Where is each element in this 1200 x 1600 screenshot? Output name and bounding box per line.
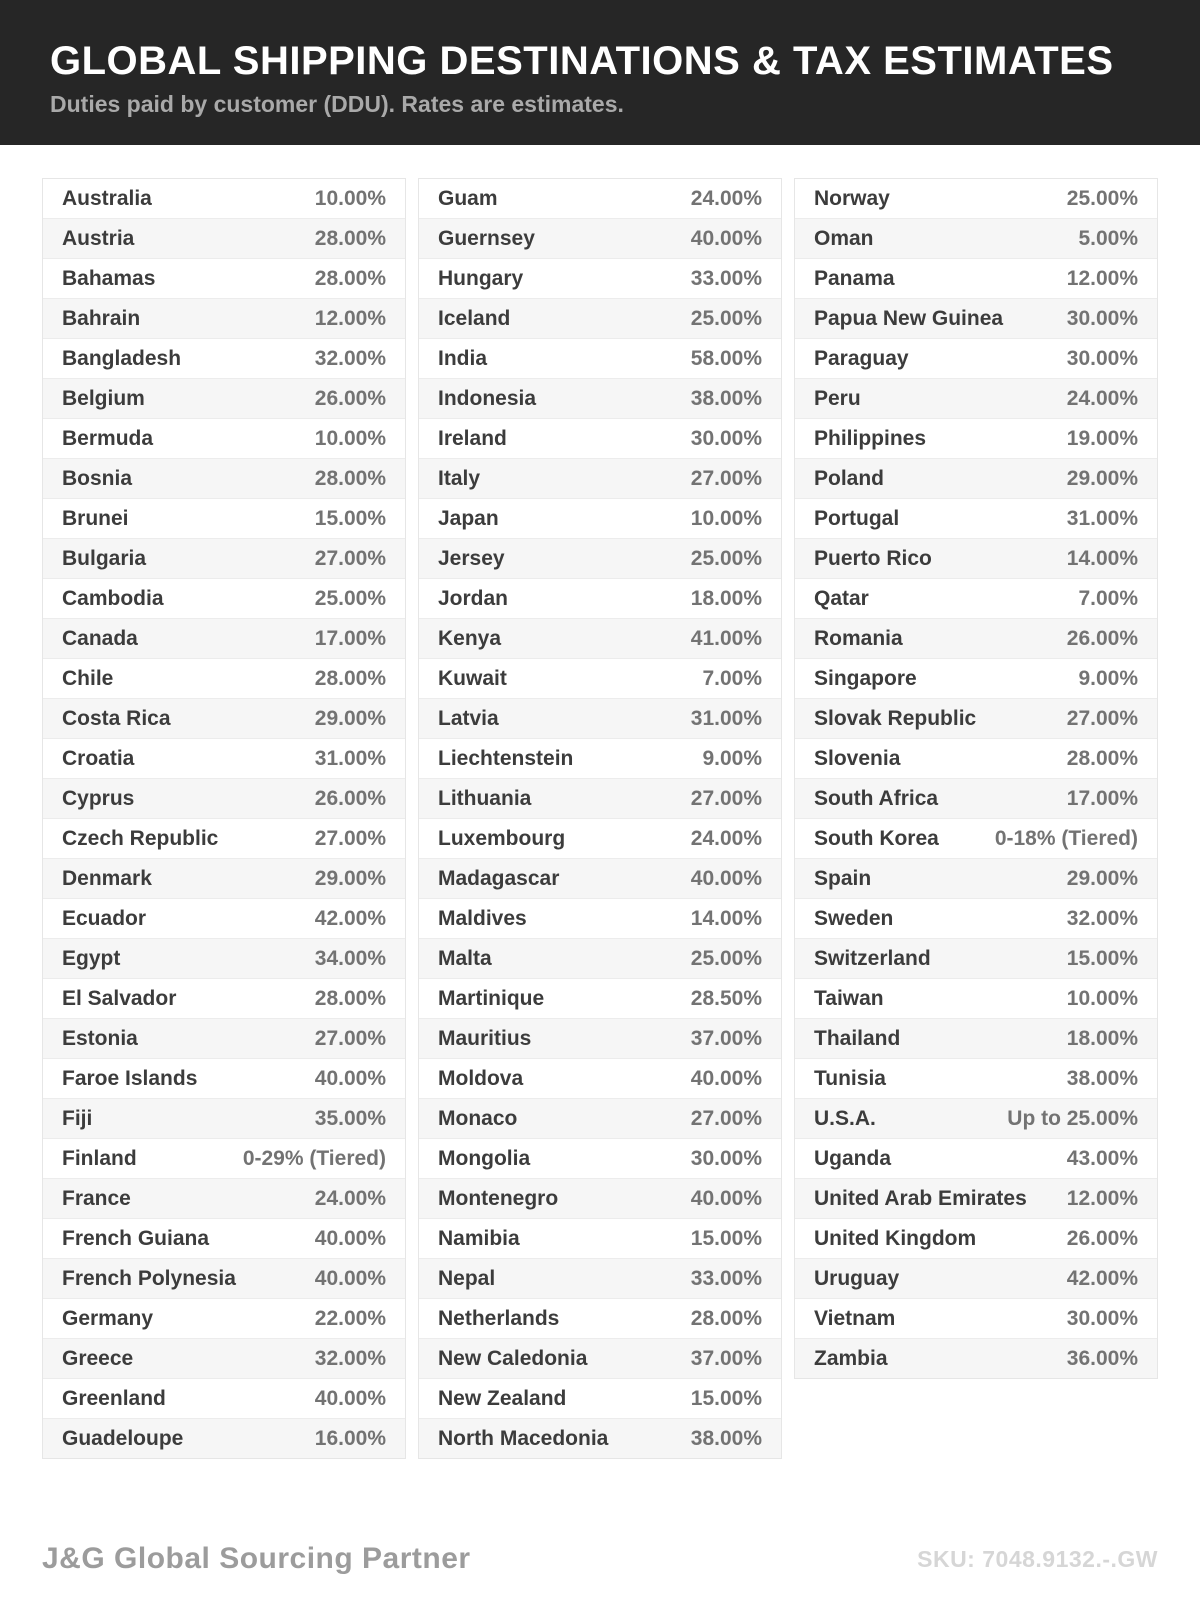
rate-value: 28.00% bbox=[1066, 746, 1138, 770]
table-row bbox=[795, 978, 1157, 1018]
rate-value: 33.00% bbox=[690, 1266, 762, 1290]
table-row bbox=[795, 1018, 1157, 1058]
country-name: Spain bbox=[814, 866, 872, 890]
country-name: Kenya bbox=[438, 626, 502, 650]
rate-value: 28.00% bbox=[314, 466, 386, 490]
table-row bbox=[43, 458, 405, 498]
country-name: Iceland bbox=[438, 306, 511, 330]
table-row bbox=[419, 578, 781, 618]
rate-value: 15.00% bbox=[1066, 946, 1138, 970]
country-name: Guernsey bbox=[438, 226, 535, 250]
country-name: New Zealand bbox=[438, 1386, 567, 1410]
table-row bbox=[419, 818, 781, 858]
rate-value: 30.00% bbox=[1066, 1306, 1138, 1330]
table-row bbox=[419, 738, 781, 778]
table-row bbox=[43, 218, 405, 258]
country-name: New Caledonia bbox=[438, 1346, 588, 1370]
country-name: Nepal bbox=[438, 1266, 496, 1290]
country-name: Costa Rica bbox=[62, 706, 171, 730]
table-row bbox=[795, 938, 1157, 978]
country-name: Australia bbox=[62, 186, 152, 210]
rate-value: 26.00% bbox=[1066, 1226, 1138, 1250]
country-name: Jersey bbox=[438, 546, 505, 570]
table-row bbox=[795, 179, 1157, 218]
page-title: GLOBAL SHIPPING DESTINATIONS & TAX ESTIMATES bbox=[50, 39, 1114, 83]
country-name: Zambia bbox=[814, 1346, 888, 1370]
rate-value: 40.00% bbox=[314, 1266, 386, 1290]
rate-value: 27.00% bbox=[314, 1026, 386, 1050]
rate-value: 38.00% bbox=[1066, 1066, 1138, 1090]
table-row bbox=[43, 778, 405, 818]
table-row bbox=[43, 1258, 405, 1298]
country-name: United Arab Emirates bbox=[814, 1186, 1027, 1210]
rate-value: 30.00% bbox=[1066, 306, 1138, 330]
country-name: Sweden bbox=[814, 906, 894, 930]
rate-value: 31.00% bbox=[314, 746, 386, 770]
rate-value: 25.00% bbox=[690, 546, 762, 570]
rate-value: 27.00% bbox=[690, 786, 762, 810]
country-name: Norway bbox=[814, 186, 890, 210]
rate-value: 24.00% bbox=[1066, 386, 1138, 410]
country-name: Greenland bbox=[62, 1386, 166, 1410]
country-name: Ecuador bbox=[62, 906, 147, 930]
rate-value: 29.00% bbox=[1066, 866, 1138, 890]
footer bbox=[42, 1542, 1158, 1576]
table-row bbox=[43, 618, 405, 658]
rate-value: 27.00% bbox=[1066, 706, 1138, 730]
table-row bbox=[43, 898, 405, 938]
table-row bbox=[419, 1378, 781, 1418]
country-name: Japan bbox=[438, 506, 499, 530]
table-row bbox=[419, 1258, 781, 1298]
rate-value: 14.00% bbox=[690, 906, 762, 930]
table-row bbox=[795, 218, 1157, 258]
table-row bbox=[795, 898, 1157, 938]
rate-value: 29.00% bbox=[314, 866, 386, 890]
rate-value: 38.00% bbox=[690, 386, 762, 410]
table-row bbox=[795, 578, 1157, 618]
rate-value: 25.00% bbox=[314, 586, 386, 610]
country-name: Finland bbox=[62, 1146, 137, 1170]
table-row bbox=[795, 858, 1157, 898]
rate-value: 40.00% bbox=[314, 1066, 386, 1090]
table-row bbox=[795, 778, 1157, 818]
rate-value: 12.00% bbox=[314, 306, 386, 330]
table-row bbox=[43, 658, 405, 698]
table-row bbox=[419, 1178, 781, 1218]
country-name: Switzerland bbox=[814, 946, 931, 970]
rate-value: 34.00% bbox=[314, 946, 386, 970]
country-name: Bahamas bbox=[62, 266, 156, 290]
country-name: Thailand bbox=[814, 1026, 901, 1050]
rate-value: 25.00% bbox=[690, 306, 762, 330]
table-row bbox=[419, 498, 781, 538]
rate-value: 42.00% bbox=[314, 906, 386, 930]
rate-value: 24.00% bbox=[314, 1186, 386, 1210]
rate-value: 25.00% bbox=[690, 946, 762, 970]
table-row bbox=[795, 1338, 1157, 1378]
country-name: Jordan bbox=[438, 586, 509, 610]
country-name: Philippines bbox=[814, 426, 927, 450]
table-row bbox=[43, 1378, 405, 1418]
rate-value: 15.00% bbox=[690, 1226, 762, 1250]
rate-value: 40.00% bbox=[314, 1226, 386, 1250]
rate-value: 27.00% bbox=[314, 826, 386, 850]
country-name: Canada bbox=[62, 626, 138, 650]
table-row bbox=[795, 418, 1157, 458]
table-row bbox=[795, 1098, 1157, 1138]
table-row bbox=[43, 978, 405, 1018]
country-name: Latvia bbox=[438, 706, 499, 730]
table-row bbox=[795, 378, 1157, 418]
table-row bbox=[43, 1018, 405, 1058]
table-row bbox=[795, 698, 1157, 738]
country-name: Bermuda bbox=[62, 426, 154, 450]
rate-value: 10.00% bbox=[314, 426, 386, 450]
rate-value: 24.00% bbox=[690, 826, 762, 850]
country-name: Brunei bbox=[62, 506, 129, 530]
rate-value: 32.00% bbox=[314, 346, 386, 370]
rate-value: 28.00% bbox=[314, 666, 386, 690]
country-name: Bulgaria bbox=[62, 546, 147, 570]
country-name: Singapore bbox=[814, 666, 917, 690]
table-row bbox=[419, 1018, 781, 1058]
country-name: Mauritius bbox=[438, 1026, 532, 1050]
table-row bbox=[419, 778, 781, 818]
table-row bbox=[419, 898, 781, 938]
table-row bbox=[419, 618, 781, 658]
rate-value: 10.00% bbox=[314, 186, 386, 210]
country-name: Estonia bbox=[62, 1026, 138, 1050]
table-row bbox=[795, 258, 1157, 298]
table-row bbox=[43, 1218, 405, 1258]
country-name: Puerto Rico bbox=[814, 546, 932, 570]
country-name: India bbox=[438, 346, 488, 370]
table-column-3 bbox=[794, 178, 1158, 1379]
country-name: Germany bbox=[62, 1306, 154, 1330]
rate-value: 22.00% bbox=[314, 1306, 386, 1330]
rate-value: 42.00% bbox=[1066, 1266, 1138, 1290]
country-name: Vietnam bbox=[814, 1306, 896, 1330]
rate-value: 40.00% bbox=[690, 866, 762, 890]
country-name: Papua New Guinea bbox=[814, 306, 1004, 330]
rate-value: 19.00% bbox=[1066, 426, 1138, 450]
country-name: South Korea bbox=[814, 826, 939, 850]
country-name: Egypt bbox=[62, 946, 121, 970]
table-row bbox=[419, 418, 781, 458]
table-row bbox=[43, 258, 405, 298]
country-name: Martinique bbox=[438, 986, 545, 1010]
country-name: Lithuania bbox=[438, 786, 532, 810]
country-name: North Macedonia bbox=[438, 1426, 609, 1450]
table-row bbox=[419, 858, 781, 898]
rate-value: 9.00% bbox=[1078, 666, 1138, 690]
table-row bbox=[795, 1178, 1157, 1218]
rate-value: 30.00% bbox=[1066, 346, 1138, 370]
tax-rates-table bbox=[42, 178, 1158, 1459]
table-row bbox=[419, 179, 781, 218]
country-name: Mongolia bbox=[438, 1146, 531, 1170]
table-row bbox=[419, 1218, 781, 1258]
rate-value: 18.00% bbox=[1066, 1026, 1138, 1050]
table-row bbox=[795, 1058, 1157, 1098]
country-name: French Polynesia bbox=[62, 1266, 236, 1290]
table-row bbox=[43, 738, 405, 778]
rate-value: 0-18% (Tiered) bbox=[994, 826, 1138, 850]
country-name: Indonesia bbox=[438, 386, 537, 410]
country-name: Chile bbox=[62, 666, 114, 690]
table-row bbox=[419, 298, 781, 338]
country-name: Uganda bbox=[814, 1146, 892, 1170]
table-row bbox=[43, 378, 405, 418]
table-row bbox=[795, 1138, 1157, 1178]
table-row bbox=[795, 338, 1157, 378]
rate-value: 37.00% bbox=[690, 1346, 762, 1370]
rate-value: 43.00% bbox=[1066, 1146, 1138, 1170]
country-name: Greece bbox=[62, 1346, 134, 1370]
table-row bbox=[419, 338, 781, 378]
rate-value: 27.00% bbox=[690, 1106, 762, 1130]
country-name: Hungary bbox=[438, 266, 524, 290]
rate-value: 30.00% bbox=[690, 426, 762, 450]
table-row bbox=[43, 1138, 405, 1178]
table-row bbox=[795, 1258, 1157, 1298]
rate-value: 28.50% bbox=[690, 986, 762, 1010]
table-row bbox=[43, 498, 405, 538]
table-row bbox=[43, 698, 405, 738]
table-row bbox=[795, 538, 1157, 578]
rate-value: 38.00% bbox=[690, 1426, 762, 1450]
table-row bbox=[419, 218, 781, 258]
table-row bbox=[795, 1218, 1157, 1258]
country-name: U.S.A. bbox=[814, 1106, 876, 1130]
rate-value: 5.00% bbox=[1078, 226, 1138, 250]
rate-value: 15.00% bbox=[690, 1386, 762, 1410]
rate-value: 0-29% (Tiered) bbox=[242, 1146, 386, 1170]
table-row bbox=[419, 938, 781, 978]
table-row bbox=[43, 338, 405, 378]
table-row bbox=[795, 298, 1157, 338]
rate-value: 40.00% bbox=[314, 1386, 386, 1410]
country-name: Paraguay bbox=[814, 346, 909, 370]
rate-value: 9.00% bbox=[702, 746, 762, 770]
header-banner bbox=[0, 0, 1200, 145]
country-name: Qatar bbox=[814, 586, 869, 610]
rate-value: 10.00% bbox=[690, 506, 762, 530]
country-name: United Kingdom bbox=[814, 1226, 977, 1250]
country-name: Uruguay bbox=[814, 1266, 900, 1290]
brand-name: J&G Global Sourcing Partner bbox=[42, 1542, 471, 1575]
country-name: El Salvador bbox=[62, 986, 177, 1010]
country-name: Bahrain bbox=[62, 306, 141, 330]
country-name: Bangladesh bbox=[62, 346, 182, 370]
table-row bbox=[43, 1178, 405, 1218]
rate-value: 41.00% bbox=[690, 626, 762, 650]
rate-value: 40.00% bbox=[690, 1066, 762, 1090]
table-row bbox=[795, 818, 1157, 858]
sku-label: SKU: 7048.9132.-.GW bbox=[917, 1545, 1158, 1572]
country-name: France bbox=[62, 1186, 131, 1210]
country-name: Romania bbox=[814, 626, 903, 650]
country-name: Cambodia bbox=[62, 586, 164, 610]
country-name: Montenegro bbox=[438, 1186, 559, 1210]
rate-value: 29.00% bbox=[314, 706, 386, 730]
rate-value: 10.00% bbox=[1066, 986, 1138, 1010]
table-row bbox=[43, 1418, 405, 1458]
rate-value: 7.00% bbox=[702, 666, 762, 690]
country-name: Panama bbox=[814, 266, 895, 290]
table-row bbox=[43, 538, 405, 578]
country-name: Guadeloupe bbox=[62, 1426, 184, 1450]
rate-value: 28.00% bbox=[690, 1306, 762, 1330]
country-name: Guam bbox=[438, 186, 498, 210]
country-name: Peru bbox=[814, 386, 861, 410]
rate-value: 12.00% bbox=[1066, 266, 1138, 290]
rate-value: 36.00% bbox=[1066, 1346, 1138, 1370]
table-row bbox=[43, 938, 405, 978]
rate-value: 28.00% bbox=[314, 986, 386, 1010]
table-row bbox=[43, 1298, 405, 1338]
table-row bbox=[419, 1338, 781, 1378]
table-row bbox=[419, 1298, 781, 1338]
country-name: Oman bbox=[814, 226, 874, 250]
rate-value: 26.00% bbox=[1066, 626, 1138, 650]
rate-value: 31.00% bbox=[1066, 506, 1138, 530]
rate-value: 7.00% bbox=[1078, 586, 1138, 610]
table-row bbox=[419, 1098, 781, 1138]
table-row bbox=[795, 618, 1157, 658]
country-name: French Guiana bbox=[62, 1226, 210, 1250]
country-name: Ireland bbox=[438, 426, 507, 450]
rate-value: 26.00% bbox=[314, 786, 386, 810]
table-row bbox=[43, 578, 405, 618]
country-name: Austria bbox=[62, 226, 135, 250]
rate-value: 17.00% bbox=[1066, 786, 1138, 810]
country-name: Bosnia bbox=[62, 466, 133, 490]
rate-value: 27.00% bbox=[690, 466, 762, 490]
table-row bbox=[419, 458, 781, 498]
rate-value: 27.00% bbox=[314, 546, 386, 570]
country-name: Kuwait bbox=[438, 666, 507, 690]
table-row bbox=[795, 738, 1157, 778]
country-name: Belgium bbox=[62, 386, 145, 410]
table-row bbox=[43, 1338, 405, 1378]
table-row bbox=[43, 418, 405, 458]
rate-value: 15.00% bbox=[314, 506, 386, 530]
table-row bbox=[419, 1138, 781, 1178]
rate-value: 24.00% bbox=[690, 186, 762, 210]
rate-value: 40.00% bbox=[690, 1186, 762, 1210]
country-name: Moldova bbox=[438, 1066, 524, 1090]
rate-value: 58.00% bbox=[690, 346, 762, 370]
rate-value: 26.00% bbox=[314, 386, 386, 410]
country-name: Portugal bbox=[814, 506, 900, 530]
table-row bbox=[795, 458, 1157, 498]
table-row bbox=[795, 658, 1157, 698]
table-row bbox=[419, 258, 781, 298]
table-row bbox=[419, 538, 781, 578]
table-row bbox=[43, 858, 405, 898]
table-row bbox=[419, 698, 781, 738]
table-row bbox=[43, 1058, 405, 1098]
rate-value: 30.00% bbox=[690, 1146, 762, 1170]
rate-value: 28.00% bbox=[314, 266, 386, 290]
country-name: Fiji bbox=[62, 1106, 93, 1130]
country-name: Slovenia bbox=[814, 746, 901, 770]
rate-value: 40.00% bbox=[690, 226, 762, 250]
rate-value: 29.00% bbox=[1066, 466, 1138, 490]
rate-value: 28.00% bbox=[314, 226, 386, 250]
table-row bbox=[43, 298, 405, 338]
country-name: Slovak Republic bbox=[814, 706, 977, 730]
country-name: Namibia bbox=[438, 1226, 520, 1250]
page-subtitle: Duties paid by customer (DDU). Rates are estimates. bbox=[50, 91, 624, 117]
table-column-2 bbox=[418, 178, 782, 1459]
rate-value: 37.00% bbox=[690, 1026, 762, 1050]
country-name: Maldives bbox=[438, 906, 527, 930]
rate-value: 17.00% bbox=[314, 626, 386, 650]
country-name: Malta bbox=[438, 946, 492, 970]
country-name: Monaco bbox=[438, 1106, 518, 1130]
table-row bbox=[43, 179, 405, 218]
country-name: Cyprus bbox=[62, 786, 135, 810]
table-column-1 bbox=[42, 178, 406, 1459]
rate-value: 32.00% bbox=[314, 1346, 386, 1370]
table-row bbox=[43, 818, 405, 858]
country-name: Poland bbox=[814, 466, 885, 490]
table-row bbox=[419, 1058, 781, 1098]
country-name: Tunisia bbox=[814, 1066, 886, 1090]
country-name: Denmark bbox=[62, 866, 152, 890]
table-row bbox=[419, 1418, 781, 1458]
table-row bbox=[419, 378, 781, 418]
country-name: Czech Republic bbox=[62, 826, 219, 850]
rate-value: 25.00% bbox=[1066, 186, 1138, 210]
rate-value: 35.00% bbox=[314, 1106, 386, 1130]
country-name: South Africa bbox=[814, 786, 939, 810]
rate-value: 16.00% bbox=[314, 1426, 386, 1450]
country-name: Faroe Islands bbox=[62, 1066, 198, 1090]
rate-value: Up to 25.00% bbox=[1007, 1106, 1138, 1130]
rate-value: 33.00% bbox=[690, 266, 762, 290]
country-name: Madagascar bbox=[438, 866, 560, 890]
country-name: Luxembourg bbox=[438, 826, 566, 850]
country-name: Italy bbox=[438, 466, 481, 490]
country-name: Netherlands bbox=[438, 1306, 560, 1330]
table-row bbox=[795, 498, 1157, 538]
rate-value: 31.00% bbox=[690, 706, 762, 730]
rate-value: 14.00% bbox=[1066, 546, 1138, 570]
rate-value: 32.00% bbox=[1066, 906, 1138, 930]
country-name: Liechtenstein bbox=[438, 746, 574, 770]
table-row bbox=[419, 978, 781, 1018]
table-row bbox=[43, 1098, 405, 1138]
table-row bbox=[419, 658, 781, 698]
rate-value: 18.00% bbox=[690, 586, 762, 610]
country-name: Taiwan bbox=[814, 986, 884, 1010]
table-row bbox=[795, 1298, 1157, 1338]
country-name: Croatia bbox=[62, 746, 135, 770]
rate-value: 12.00% bbox=[1066, 1186, 1138, 1210]
